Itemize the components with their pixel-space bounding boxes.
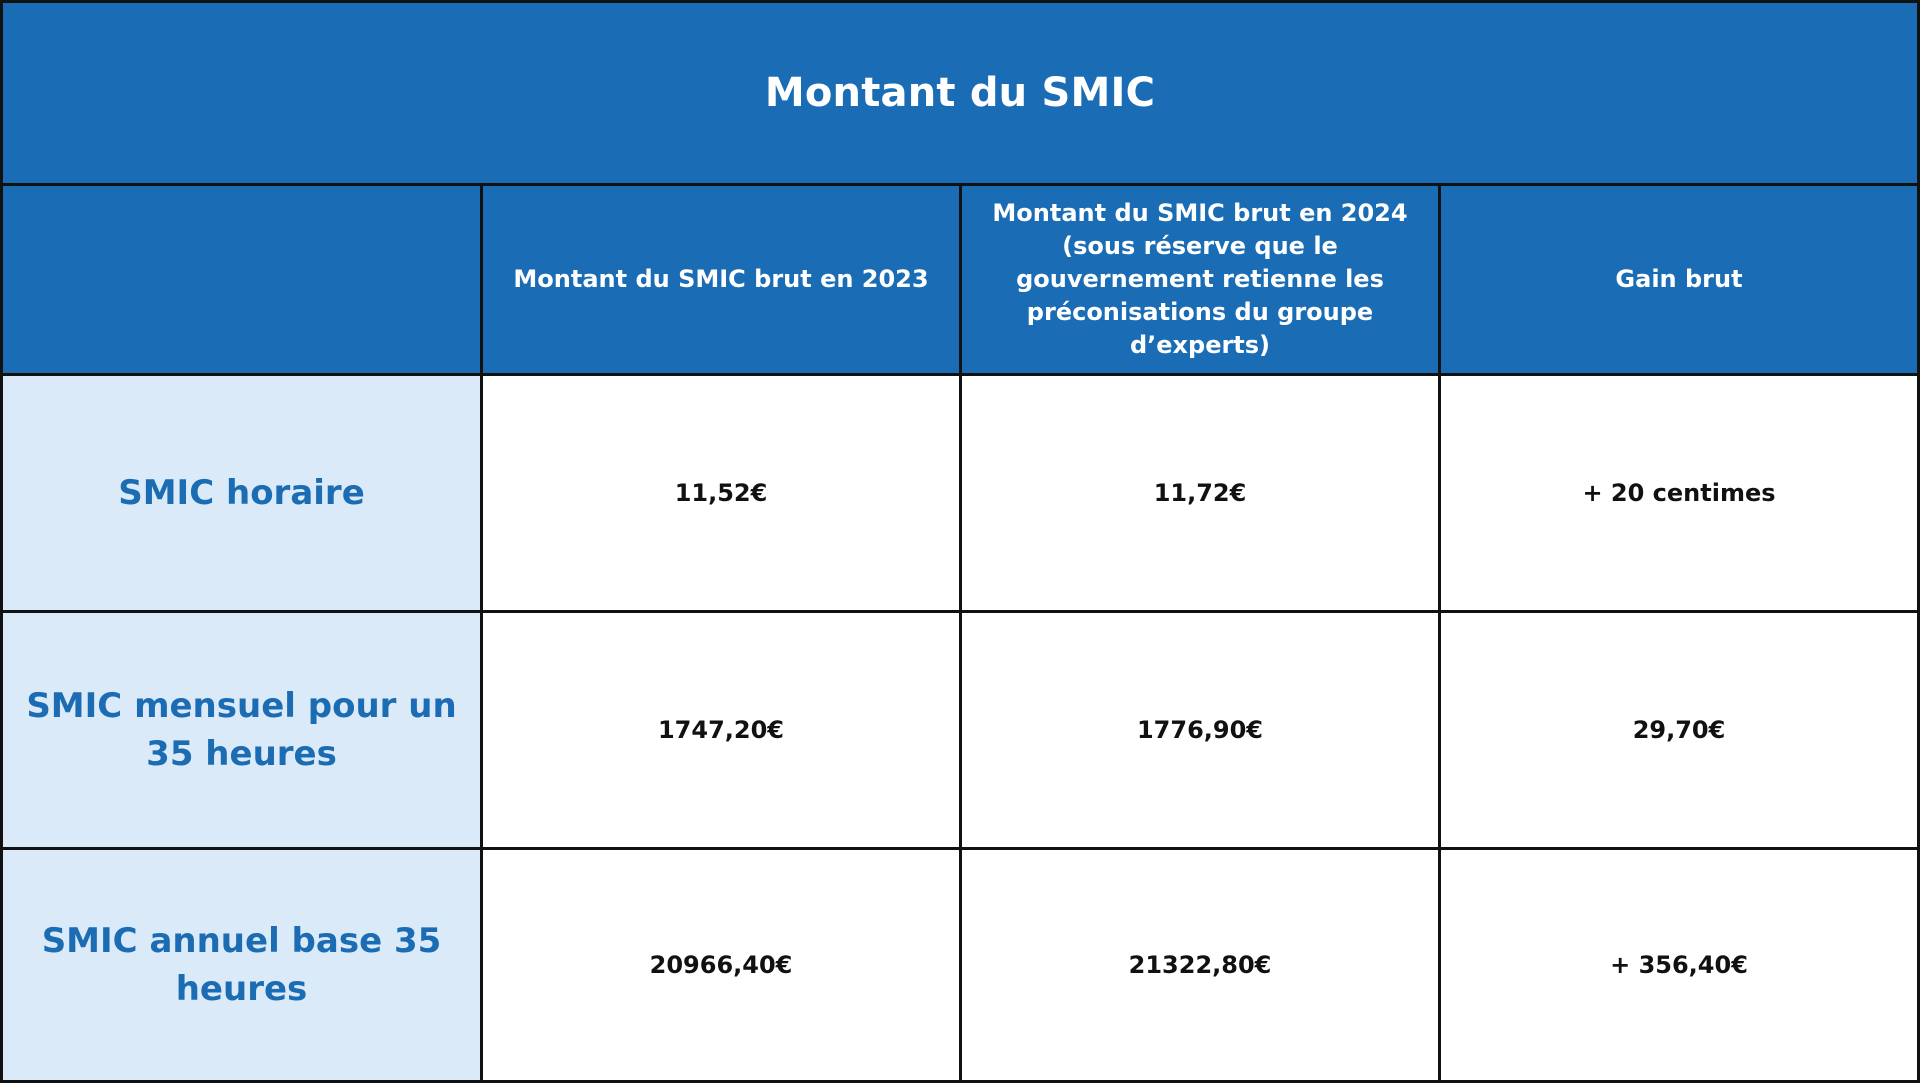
header-cell-2023: Montant du SMIC brut en 2023 (482, 185, 961, 375)
value-cell: + 20 centimes (1440, 375, 1919, 612)
value-cell: + 356,40€ (1440, 849, 1919, 1082)
header-cell-gain: Gain brut (1440, 185, 1919, 375)
value-cell: 11,52€ (482, 375, 961, 612)
value-cell: 29,70€ (1440, 612, 1919, 849)
table-title: Montant du SMIC (2, 2, 1919, 185)
header-cell-empty (2, 185, 482, 375)
header-row (2, 185, 1919, 375)
value-cell: 20966,40€ (482, 849, 961, 1082)
value-cell: 1776,90€ (961, 612, 1440, 849)
row-label-mensuel: SMIC mensuel pour un 35 heures (2, 612, 482, 849)
table-row (2, 612, 1919, 849)
value-cell: 1747,20€ (482, 612, 961, 849)
row-label-annuel: SMIC annuel base 35 heures (2, 849, 482, 1082)
value-cell: 21322,80€ (961, 849, 1440, 1082)
table-row (2, 375, 1919, 612)
table-row (2, 849, 1919, 1082)
header-cell-2024: Montant du SMIC brut en 2024 (sous réserve que le gouvernement retienne les préconisations du groupe d’experts) (961, 185, 1440, 375)
title-row (2, 2, 1919, 185)
value-cell: 11,72€ (961, 375, 1440, 612)
row-label-horaire: SMIC horaire (2, 375, 482, 612)
